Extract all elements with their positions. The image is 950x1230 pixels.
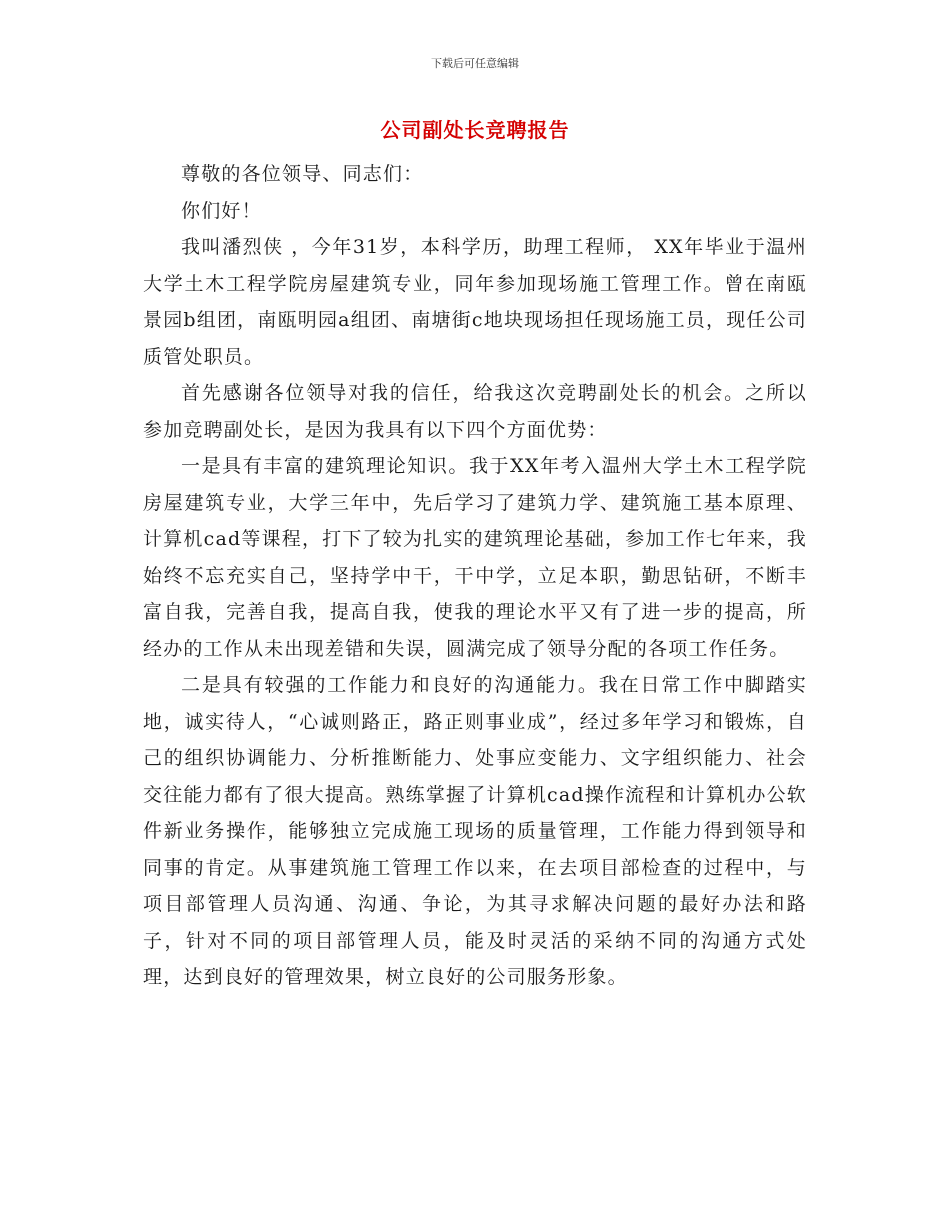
paragraph-advantage-one: 一是具有丰富的建筑理论知识。我于XX年考入温州大学土木工程学院房屋建筑专业，大学三年中，先后学习了建筑力学、建筑施工基本原理、计算机cad等课程，打下了较为扎实的建筑理论基础，参加工作七年来，我始终不忘充实自己，坚持学中干，干中学，立足本职，勤思钻研，不断丰富自我，完善自我，提高自我，使我的理论水平又有了进一步的提高，所经办的工作从未出现差错和失误，圆满完成了领导分配的各项工作任务。 — [143, 455, 807, 660]
document-title: 公司副处长竞聘报告 — [380, 118, 570, 142]
header-note: 下载后可任意编辑 — [431, 57, 519, 70]
document-body — [143, 156, 807, 996]
paragraph-thanks: 首先感谢各位领导对我的信任，给我这次竞聘副处长的机会。之所以参加竞聘副处长，是因为我具有以下四个方面优势： — [143, 382, 807, 441]
greeting: 你们好！ — [181, 199, 262, 222]
paragraph-advantage-two: 二是具有较强的工作能力和良好的沟通能力。我在日常工作中脚踏实地，诚实待人，“心诚则路正，路正则事业成”，经过多年学习和锻炼，自己的组织协调能力、分析推断能力、处事应变能力、文字组织能力、社会交往能力都有了很大提高。熟练掌握了计算机cad操作流程和计算机办公软件新业务操作，能够独立完成施工现场的质量管理，工作能力得到领导和同事的肯定。从事建筑施工管理工作以来，在去项目部检查的过程中，与项目部管理人员沟通、沟通、争论，为其寻求解决问题的最好办法和路子，针对不同的项目部管理人员，能及时灵活的采纳不同的沟通方式处理，达到良好的管理效果，树立良好的公司服务形象。 — [143, 674, 807, 988]
paragraph-introduction: 我叫潘烈侠 ，今年31岁，本科学历，助理工程师， XX年毕业于温州大学土木工程学院房屋建筑专业，同年参加现场施工管理工作。曾在南瓯景园b组团，南瓯明园a组团、南塘街c地块现场担任现场施工员，现任公司质管处职员。 — [143, 236, 807, 368]
salutation: 尊敬的各位领导、同志们： — [181, 163, 424, 185]
